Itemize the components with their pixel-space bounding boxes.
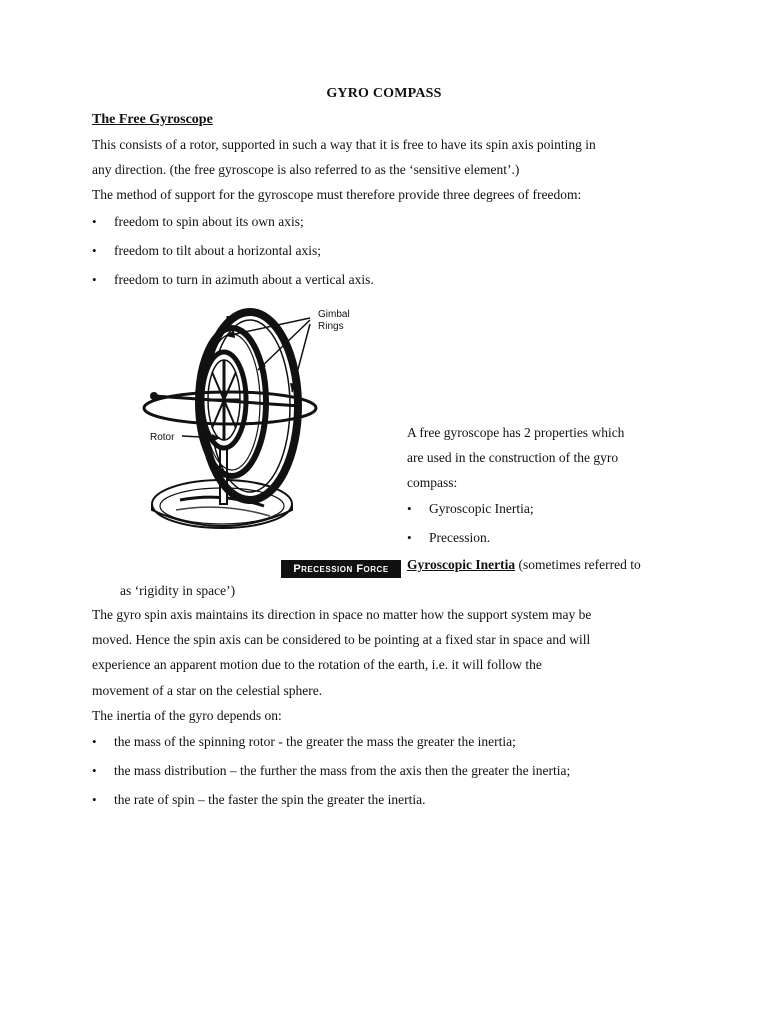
rotor-label: Rotor bbox=[150, 432, 175, 443]
precession-force-label: Precession Force bbox=[281, 560, 401, 578]
bullet-icon: • bbox=[92, 214, 97, 229]
inertia-line-3: experience an apparent motion due to the rotation of the earth, i.e. it will follow the bbox=[92, 657, 542, 672]
properties-line-2: are used in the construction of the gyro bbox=[407, 450, 619, 465]
section-heading-free-gyroscope: The Free Gyroscope bbox=[92, 112, 213, 127]
inertia-bullet-text: the mass of the spinning rotor - the greater the mass the greater the inertia; bbox=[114, 734, 516, 749]
properties-line-3: compass: bbox=[407, 475, 458, 490]
properties-bullet-2 bbox=[407, 530, 490, 546]
freedom-bullet-3 bbox=[92, 272, 374, 288]
inertia-line-1: The gyro spin axis maintains its direction in space no matter how the support system may be bbox=[92, 607, 592, 622]
inertia-heading-rest: (sometimes referred to bbox=[515, 557, 641, 572]
inertia-heading-line bbox=[407, 557, 641, 573]
inertia-bullet-text: the rate of spin – the faster the spin the greater the inertia. bbox=[114, 792, 426, 807]
freedom-bullet-text: freedom to spin about its own axis; bbox=[114, 214, 304, 229]
bullet-icon: • bbox=[92, 734, 97, 749]
properties-line-1: A free gyroscope has 2 properties which bbox=[407, 425, 625, 440]
inertia-line-5: The inertia of the gyro depends on: bbox=[92, 708, 282, 723]
inertia-heading-continued: as ‘rigidity in space’) bbox=[120, 583, 236, 598]
properties-bullet-text: Precession. bbox=[429, 530, 491, 545]
inertia-line-4: movement of a star on the celestial sphere. bbox=[92, 683, 323, 698]
freedom-bullet-2 bbox=[92, 243, 321, 259]
gimbal-label-line-2: Rings bbox=[318, 321, 344, 332]
page-title: GYRO COMPASS bbox=[326, 86, 442, 101]
inertia-bullet-3 bbox=[92, 792, 426, 808]
inertia-bullet-2 bbox=[92, 763, 570, 779]
freedom-bullet-text: freedom to turn in azimuth about a vertical axis. bbox=[114, 272, 374, 287]
intro-line-1: This consists of a rotor, supported in such a way that it is free to have its spin axis pointing in bbox=[92, 137, 596, 152]
freedom-bullet-text: freedom to tilt about a horizontal axis; bbox=[114, 243, 321, 258]
freedom-bullet-1 bbox=[92, 214, 304, 230]
gyroscope-diagram-icon bbox=[140, 296, 402, 548]
bullet-icon: • bbox=[92, 243, 97, 258]
bullet-icon: • bbox=[407, 530, 412, 545]
intro-line-2: any direction. (the free gyroscope is also referred to as the ‘sensitive element’.) bbox=[92, 162, 520, 177]
bullet-icon: • bbox=[92, 272, 97, 287]
bullet-icon: • bbox=[407, 501, 412, 516]
inertia-heading: Gyroscopic Inertia bbox=[407, 557, 516, 572]
inertia-bullet-text: the mass distribution – the further the mass from the axis then the greater the inertia; bbox=[114, 763, 571, 778]
gimbal-label-line-1: Gimbal bbox=[318, 309, 350, 320]
intro-line-3: The method of support for the gyroscope must therefore provide three degrees of freedom: bbox=[92, 187, 582, 202]
properties-bullet-text: Gyroscopic Inertia; bbox=[429, 501, 534, 516]
bullet-icon: • bbox=[92, 792, 97, 807]
properties-bullet-1 bbox=[407, 501, 534, 517]
inertia-bullet-1 bbox=[92, 734, 516, 750]
bullet-icon: • bbox=[92, 763, 97, 778]
gyroscope-figure bbox=[140, 296, 402, 548]
inertia-line-2: moved. Hence the spin axis can be considered to be pointing at a fixed star in space and will bbox=[92, 632, 591, 647]
